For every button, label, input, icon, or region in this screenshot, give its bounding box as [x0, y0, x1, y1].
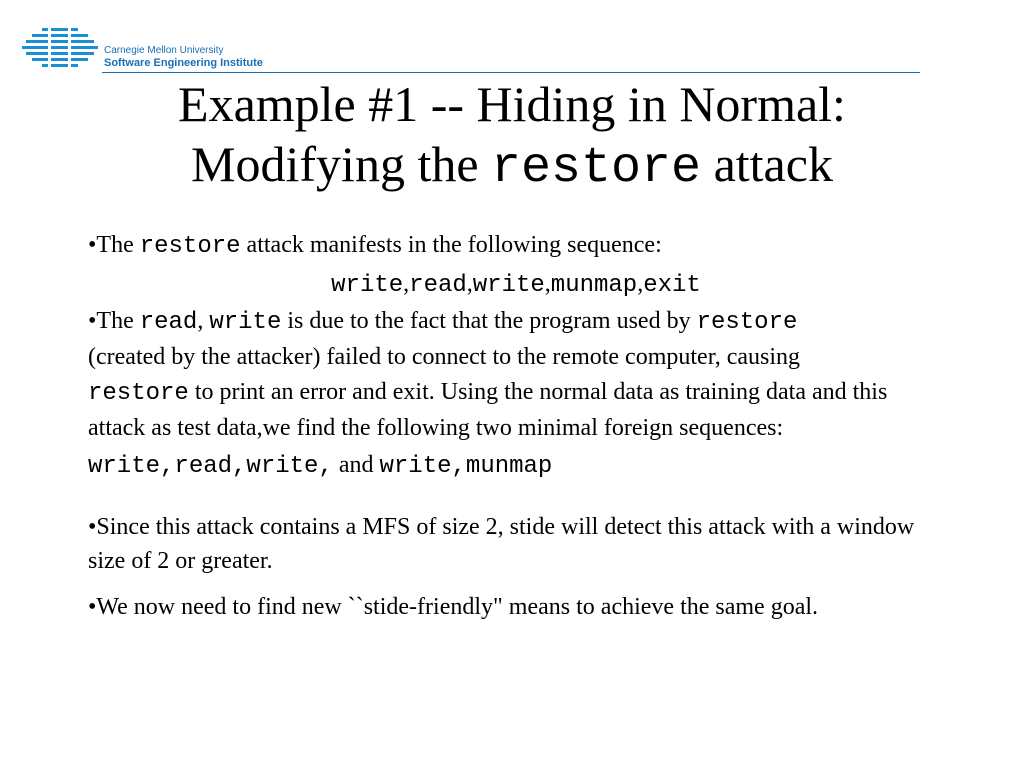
bullet-2-code-restore-2: restore [88, 380, 189, 407]
bullet-2-code-restore: restore [696, 309, 798, 336]
seq-comma-4: , [637, 271, 644, 297]
bullet-mfs-size: •Since this attack contains a MFS of size 2, stide will detect this attack with a window size of 2 or greater. [88, 514, 915, 574]
title-line-2-prefix: Modifying the [191, 136, 492, 192]
bullet-2-code-write: write [209, 309, 282, 336]
seq-read: read [409, 272, 467, 299]
bullet-2-code-read: read [139, 309, 198, 336]
slide-title [0, 74, 1024, 199]
title-line-1: Example #1 -- Hiding in Normal: [178, 76, 846, 132]
university-name: Carnegie Mellon University [104, 45, 224, 56]
bullet-restore-sequence [88, 228, 944, 264]
foreign-seq-2: write,munmap [379, 453, 553, 480]
syscall-sequence [88, 264, 944, 304]
bullet-2-separator: , [197, 308, 210, 334]
title-line-2 [0, 134, 1024, 199]
foreign-seq-1: write,read,write, [88, 453, 333, 480]
bullet-1-code: restore [139, 233, 241, 260]
seq-munmap: munmap [550, 272, 638, 299]
bullet-2-line-2: (created by the attacker) failed to connect to the remote computer, causing [88, 344, 801, 370]
sei-logo-icon [20, 26, 100, 72]
title-code-restore: restore [491, 140, 702, 197]
bullet-read-write-explanation [88, 304, 944, 446]
institute-name: Software Engineering Institute [104, 57, 263, 69]
bullet-2-prefix: •The [88, 308, 140, 334]
bullet-1-prefix: •The [88, 232, 140, 258]
institution-header [104, 44, 263, 70]
foreign-and: and [332, 452, 380, 478]
seq-comma-3: , [544, 271, 551, 297]
seq-exit: exit [643, 272, 701, 299]
seq-comma-1: , [403, 271, 410, 297]
bullet-1-suffix: attack manifests in the following sequence: [240, 232, 662, 258]
seq-write-1: write [331, 272, 404, 299]
minimal-foreign-sequences [88, 448, 944, 484]
slide-body [88, 228, 944, 624]
seq-write-2: write [472, 272, 545, 299]
header-divider [102, 72, 920, 73]
title-line-2-suffix: attack [701, 136, 833, 192]
bullet-2-rest: to print an error and exit. Using the normal data as training data and this attack as test data,we find the following two minimal foreign sequences: [88, 379, 888, 441]
bullet-2-middle: is due to the fact that the program used by [281, 308, 697, 334]
seq-comma-2: , [466, 271, 473, 297]
bullet-stide-friendly: •We now need to find new ``stide-friendly" means to achieve the same goal. [88, 594, 819, 620]
